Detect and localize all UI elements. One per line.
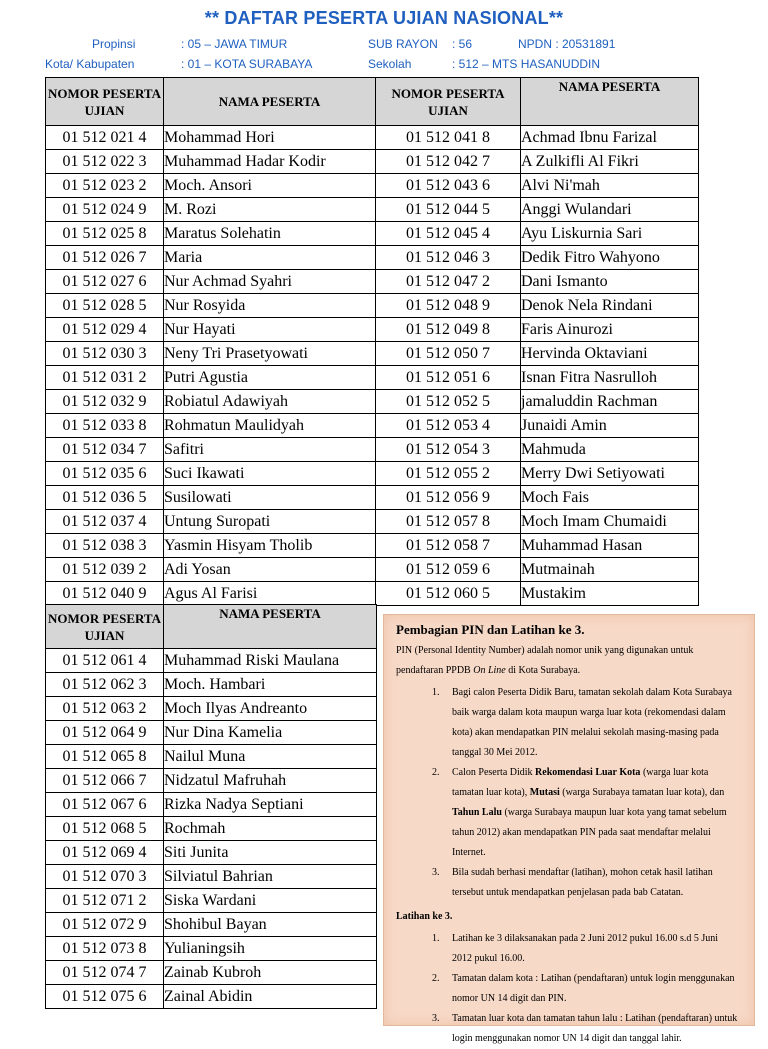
table-row	[46, 534, 699, 558]
participant-name: Moch. Ansori	[164, 174, 376, 198]
participant-name: Rohmatun Maulidyah	[164, 414, 376, 438]
participant-name: Hervinda Oktaviani	[521, 342, 699, 366]
sekolah-value: : 512 – MTS HASANUDDIN	[452, 57, 601, 71]
participant-number: 01 512 044 5	[376, 198, 521, 222]
table-row	[46, 913, 377, 937]
participant-name: Rizka Nadya Septiani	[164, 793, 377, 817]
participant-number: 01 512 075 6	[46, 985, 164, 1009]
header-nama: NAMA PESERTA	[164, 605, 377, 649]
table-row	[46, 246, 699, 270]
table-row	[46, 673, 377, 697]
participant-name: Agus Al Farisi	[164, 582, 376, 606]
header-nomor: NOMOR PESERTA UJIAN	[46, 605, 164, 649]
participant-number: 01 512 066 7	[46, 769, 164, 793]
participant-number: 01 512 027 6	[46, 270, 164, 294]
participant-name: Junaidi Amin	[521, 414, 699, 438]
participant-name: Nur Dina Kamelia	[164, 721, 377, 745]
participant-name: Moch Imam Chumaidi	[521, 510, 699, 534]
table-row	[46, 294, 699, 318]
participant-name: Merry Dwi Setiyowati	[521, 462, 699, 486]
participant-name: Neny Tri Prasetyowati	[164, 342, 376, 366]
participant-number: 01 512 073 8	[46, 937, 164, 961]
participant-name: Putri Agustia	[164, 366, 376, 390]
participant-number: 01 512 045 4	[376, 222, 521, 246]
table-row	[46, 558, 699, 582]
participant-number: 01 512 031 2	[46, 366, 164, 390]
table-row	[46, 222, 699, 246]
list-item: 1. Latihan ke 3 dilaksanakan pada 2 Juni 2012 pukul 16.00 s.d 5 Juni 2012 pukul 16.00.	[442, 929, 740, 969]
header-nomor: NOMOR PESERTA UJIAN	[46, 78, 164, 126]
participant-name: Muhammad Hadar Kodir	[164, 150, 376, 174]
participant-number: 01 512 021 4	[46, 126, 164, 150]
participant-number: 01 512 057 8	[376, 510, 521, 534]
participant-name: Anggi Wulandari	[521, 198, 699, 222]
participant-name: Isnan Fitra Nasrulloh	[521, 366, 699, 390]
participant-name: Siti Junita	[164, 841, 377, 865]
info-panel	[383, 614, 755, 1044]
table-row	[46, 462, 699, 486]
participant-name: Zainal Abidin	[164, 985, 377, 1009]
list-item: 3. Bila sudah berhasi mendaftar (latihan), mohon cetak hasil latihan tersebut untuk mendapatkan penjelasan pada bab Catatan.	[442, 863, 740, 903]
participant-number: 01 512 068 5	[46, 817, 164, 841]
participant-number: 01 512 026 7	[46, 246, 164, 270]
table-row	[46, 270, 699, 294]
participant-name: Alvi Ni'mah	[521, 174, 699, 198]
participant-name: Nur Rosyida	[164, 294, 376, 318]
participant-number: 01 512 034 7	[46, 438, 164, 462]
panel-title: Pembagian PIN dan Latihan ke 3.	[396, 622, 585, 637]
participant-name: Moch. Hambari	[164, 673, 377, 697]
participant-name: Zainab Kubroh	[164, 961, 377, 985]
participant-name: Ayu Liskurnia Sari	[521, 222, 699, 246]
participant-name: Mahmuda	[521, 438, 699, 462]
participant-name: Nur Hayati	[164, 318, 376, 342]
table-row	[46, 390, 699, 414]
table-row	[46, 697, 377, 721]
participant-name: Dani Ismanto	[521, 270, 699, 294]
table-row	[46, 510, 699, 534]
participant-table-1	[45, 77, 699, 606]
participant-number: 01 512 047 2	[376, 270, 521, 294]
table-row	[46, 126, 699, 150]
propinsi-label: Propinsi	[92, 37, 136, 51]
participant-number: 01 512 071 2	[46, 889, 164, 913]
participant-number: 01 512 064 9	[46, 721, 164, 745]
participant-number: 01 512 043 6	[376, 174, 521, 198]
participant-name: M. Rozi	[164, 198, 376, 222]
table-row	[46, 486, 699, 510]
participant-name: Nidzatul Mafruhah	[164, 769, 377, 793]
participant-number: 01 512 036 5	[46, 486, 164, 510]
table-row	[46, 174, 699, 198]
participant-number: 01 512 070 3	[46, 865, 164, 889]
table-row	[46, 366, 699, 390]
participant-name: Nailul Muna	[164, 745, 377, 769]
kota-value: : 01 – KOTA SURABAYA	[181, 57, 313, 71]
participant-number: 01 512 054 3	[376, 438, 521, 462]
latihan-list	[384, 929, 740, 1049]
participant-number: 01 512 058 7	[376, 534, 521, 558]
participant-name: Moch Ilyas Andreanto	[164, 697, 377, 721]
participant-name: Suci Ikawati	[164, 462, 376, 486]
participant-number: 01 512 042 7	[376, 150, 521, 174]
participant-number: 01 512 072 9	[46, 913, 164, 937]
participant-number: 01 512 040 9	[46, 582, 164, 606]
participant-number: 01 512 030 3	[46, 342, 164, 366]
participant-name: A Zulkifli Al Fikri	[521, 150, 699, 174]
participant-number: 01 512 037 4	[46, 510, 164, 534]
propinsi-value: : 05 – JAWA TIMUR	[181, 37, 288, 51]
document-title: ** DAFTAR PESERTA UJIAN NASIONAL**	[204, 8, 564, 28]
participant-number: 01 512 041 8	[376, 126, 521, 150]
npdn: NPDN : 20531891	[518, 37, 616, 51]
panel-intro: PIN (Personal Identity Number) adalah nomor unik yang digunakan untuk pendaftaran PPDB On Line di Kota Surabaya.	[396, 645, 694, 676]
participant-number: 01 512 052 5	[376, 390, 521, 414]
participant-number: 01 512 022 3	[46, 150, 164, 174]
participant-name: Denok Nela Rindani	[521, 294, 699, 318]
participant-number: 01 512 033 8	[46, 414, 164, 438]
participant-number: 01 512 056 9	[376, 486, 521, 510]
pin-list	[384, 683, 740, 903]
table-row	[46, 721, 377, 745]
header-nama: NAMA PESERTA	[164, 78, 376, 126]
participant-name: Muhammad Hasan	[521, 534, 699, 558]
table-row	[46, 745, 377, 769]
participant-number: 01 512 023 2	[46, 174, 164, 198]
participant-name: jamaluddin Rachman	[521, 390, 699, 414]
participant-name: Adi Yosan	[164, 558, 376, 582]
participant-table-2	[45, 604, 377, 1009]
participant-number: 01 512 053 4	[376, 414, 521, 438]
latihan-title: Latihan ke 3.	[396, 911, 453, 922]
participant-name: Achmad Ibnu Farizal	[521, 126, 699, 150]
participant-number: 01 512 060 5	[376, 582, 521, 606]
participant-number: 01 512 025 8	[46, 222, 164, 246]
participant-number: 01 512 035 6	[46, 462, 164, 486]
participant-name: Faris Ainurozi	[521, 318, 699, 342]
participant-number: 01 512 032 9	[46, 390, 164, 414]
participant-name: Dedik Fitro Wahyono	[521, 246, 699, 270]
table-row	[46, 793, 377, 817]
participant-name: Susilowati	[164, 486, 376, 510]
participant-name: Siska Wardani	[164, 889, 377, 913]
participant-name: Mohammad Hori	[164, 126, 376, 150]
participant-number: 01 512 024 9	[46, 198, 164, 222]
participant-number: 01 512 050 7	[376, 342, 521, 366]
participant-name: Rochmah	[164, 817, 377, 841]
participant-name: Muhammad Riski Maulana	[164, 649, 377, 673]
participant-name: Maria	[164, 246, 376, 270]
list-item: 2. Tamatan dalam kota : Latihan (pendaftaran) untuk login menggunakan nomor UN 14 digit dan PIN.	[442, 969, 740, 1009]
table-row	[46, 985, 377, 1009]
list-item: 1. Bagi calon Peserta Didik Baru, tamatan sekolah dalam Kota Surabaya baik warga dalam kota maupun warga luar kota (rekomendasi dalam kota) akan mendapatkan PIN melalui sekolah masing-masing pada tanggal 30 Mei 2012.	[442, 683, 740, 763]
participant-number: 01 512 049 8	[376, 318, 521, 342]
table-row	[46, 414, 699, 438]
participant-name: Shohibul Bayan	[164, 913, 377, 937]
participant-name: Mustakim	[521, 582, 699, 606]
participant-number: 01 512 051 6	[376, 366, 521, 390]
kota-label: Kota/ Kabupaten	[45, 57, 135, 71]
list-item: 2. Calon Peserta Didik Rekomendasi Luar Kota (warga luar kota tamatan luar kota), Mutasi (warga Surabaya tamatan luar kota), dan Tahun Lalu (warga Surabaya maupun luar kota yang tamat sebelum tahun 2012) akan mendapatkan PIN pada saat mendaftar melalui Internet.	[442, 763, 740, 863]
participant-name: Maratus Solehatin	[164, 222, 376, 246]
table-row	[46, 198, 699, 222]
table-row	[46, 937, 377, 961]
participant-name: Nur Achmad Syahri	[164, 270, 376, 294]
participant-name: Untung Suropati	[164, 510, 376, 534]
participant-number: 01 512 074 7	[46, 961, 164, 985]
list-item: 3. Tamatan luar kota dan tamatan tahun lalu : Latihan (pendaftaran) untuk login menggunakan nomor UN 14 digit dan tanggal lahir.	[442, 1009, 740, 1049]
participant-number: 01 512 059 6	[376, 558, 521, 582]
table-row	[46, 769, 377, 793]
table-row	[46, 342, 699, 366]
participant-name: Mutmainah	[521, 558, 699, 582]
participant-number: 01 512 029 4	[46, 318, 164, 342]
participant-number: 01 512 067 6	[46, 793, 164, 817]
participant-number: 01 512 055 2	[376, 462, 521, 486]
participant-name: Yasmin Hisyam Tholib	[164, 534, 376, 558]
header-nama: NAMA PESERTA	[521, 78, 699, 126]
participant-number: 01 512 038 3	[46, 534, 164, 558]
participant-number: 01 512 048 9	[376, 294, 521, 318]
participant-number: 01 512 063 2	[46, 697, 164, 721]
table-row	[46, 150, 699, 174]
participant-name: Moch Fais	[521, 486, 699, 510]
table-row	[46, 961, 377, 985]
participant-name: Robiatul Adawiyah	[164, 390, 376, 414]
participant-name: Yulianingsih	[164, 937, 377, 961]
participant-name: Safitri	[164, 438, 376, 462]
subrayon-label: SUB RAYON	[368, 37, 438, 51]
header-nomor: NOMOR PESERTA UJIAN	[376, 78, 521, 126]
table-row	[46, 841, 377, 865]
participant-number: 01 512 028 5	[46, 294, 164, 318]
sekolah-label: Sekolah	[368, 57, 412, 71]
participant-number: 01 512 069 4	[46, 841, 164, 865]
participant-number: 01 512 046 3	[376, 246, 521, 270]
table-row	[46, 817, 377, 841]
participant-number: 01 512 039 2	[46, 558, 164, 582]
participant-name: Silviatul Bahrian	[164, 865, 377, 889]
participant-number: 01 512 061 4	[46, 649, 164, 673]
subrayon-value: : 56	[452, 37, 473, 51]
table-row	[46, 582, 699, 606]
table-row	[46, 865, 377, 889]
table-row	[46, 438, 699, 462]
table-row	[46, 649, 377, 673]
participant-number: 01 512 065 8	[46, 745, 164, 769]
table-row	[46, 889, 377, 913]
table-row	[46, 318, 699, 342]
participant-number: 01 512 062 3	[46, 673, 164, 697]
